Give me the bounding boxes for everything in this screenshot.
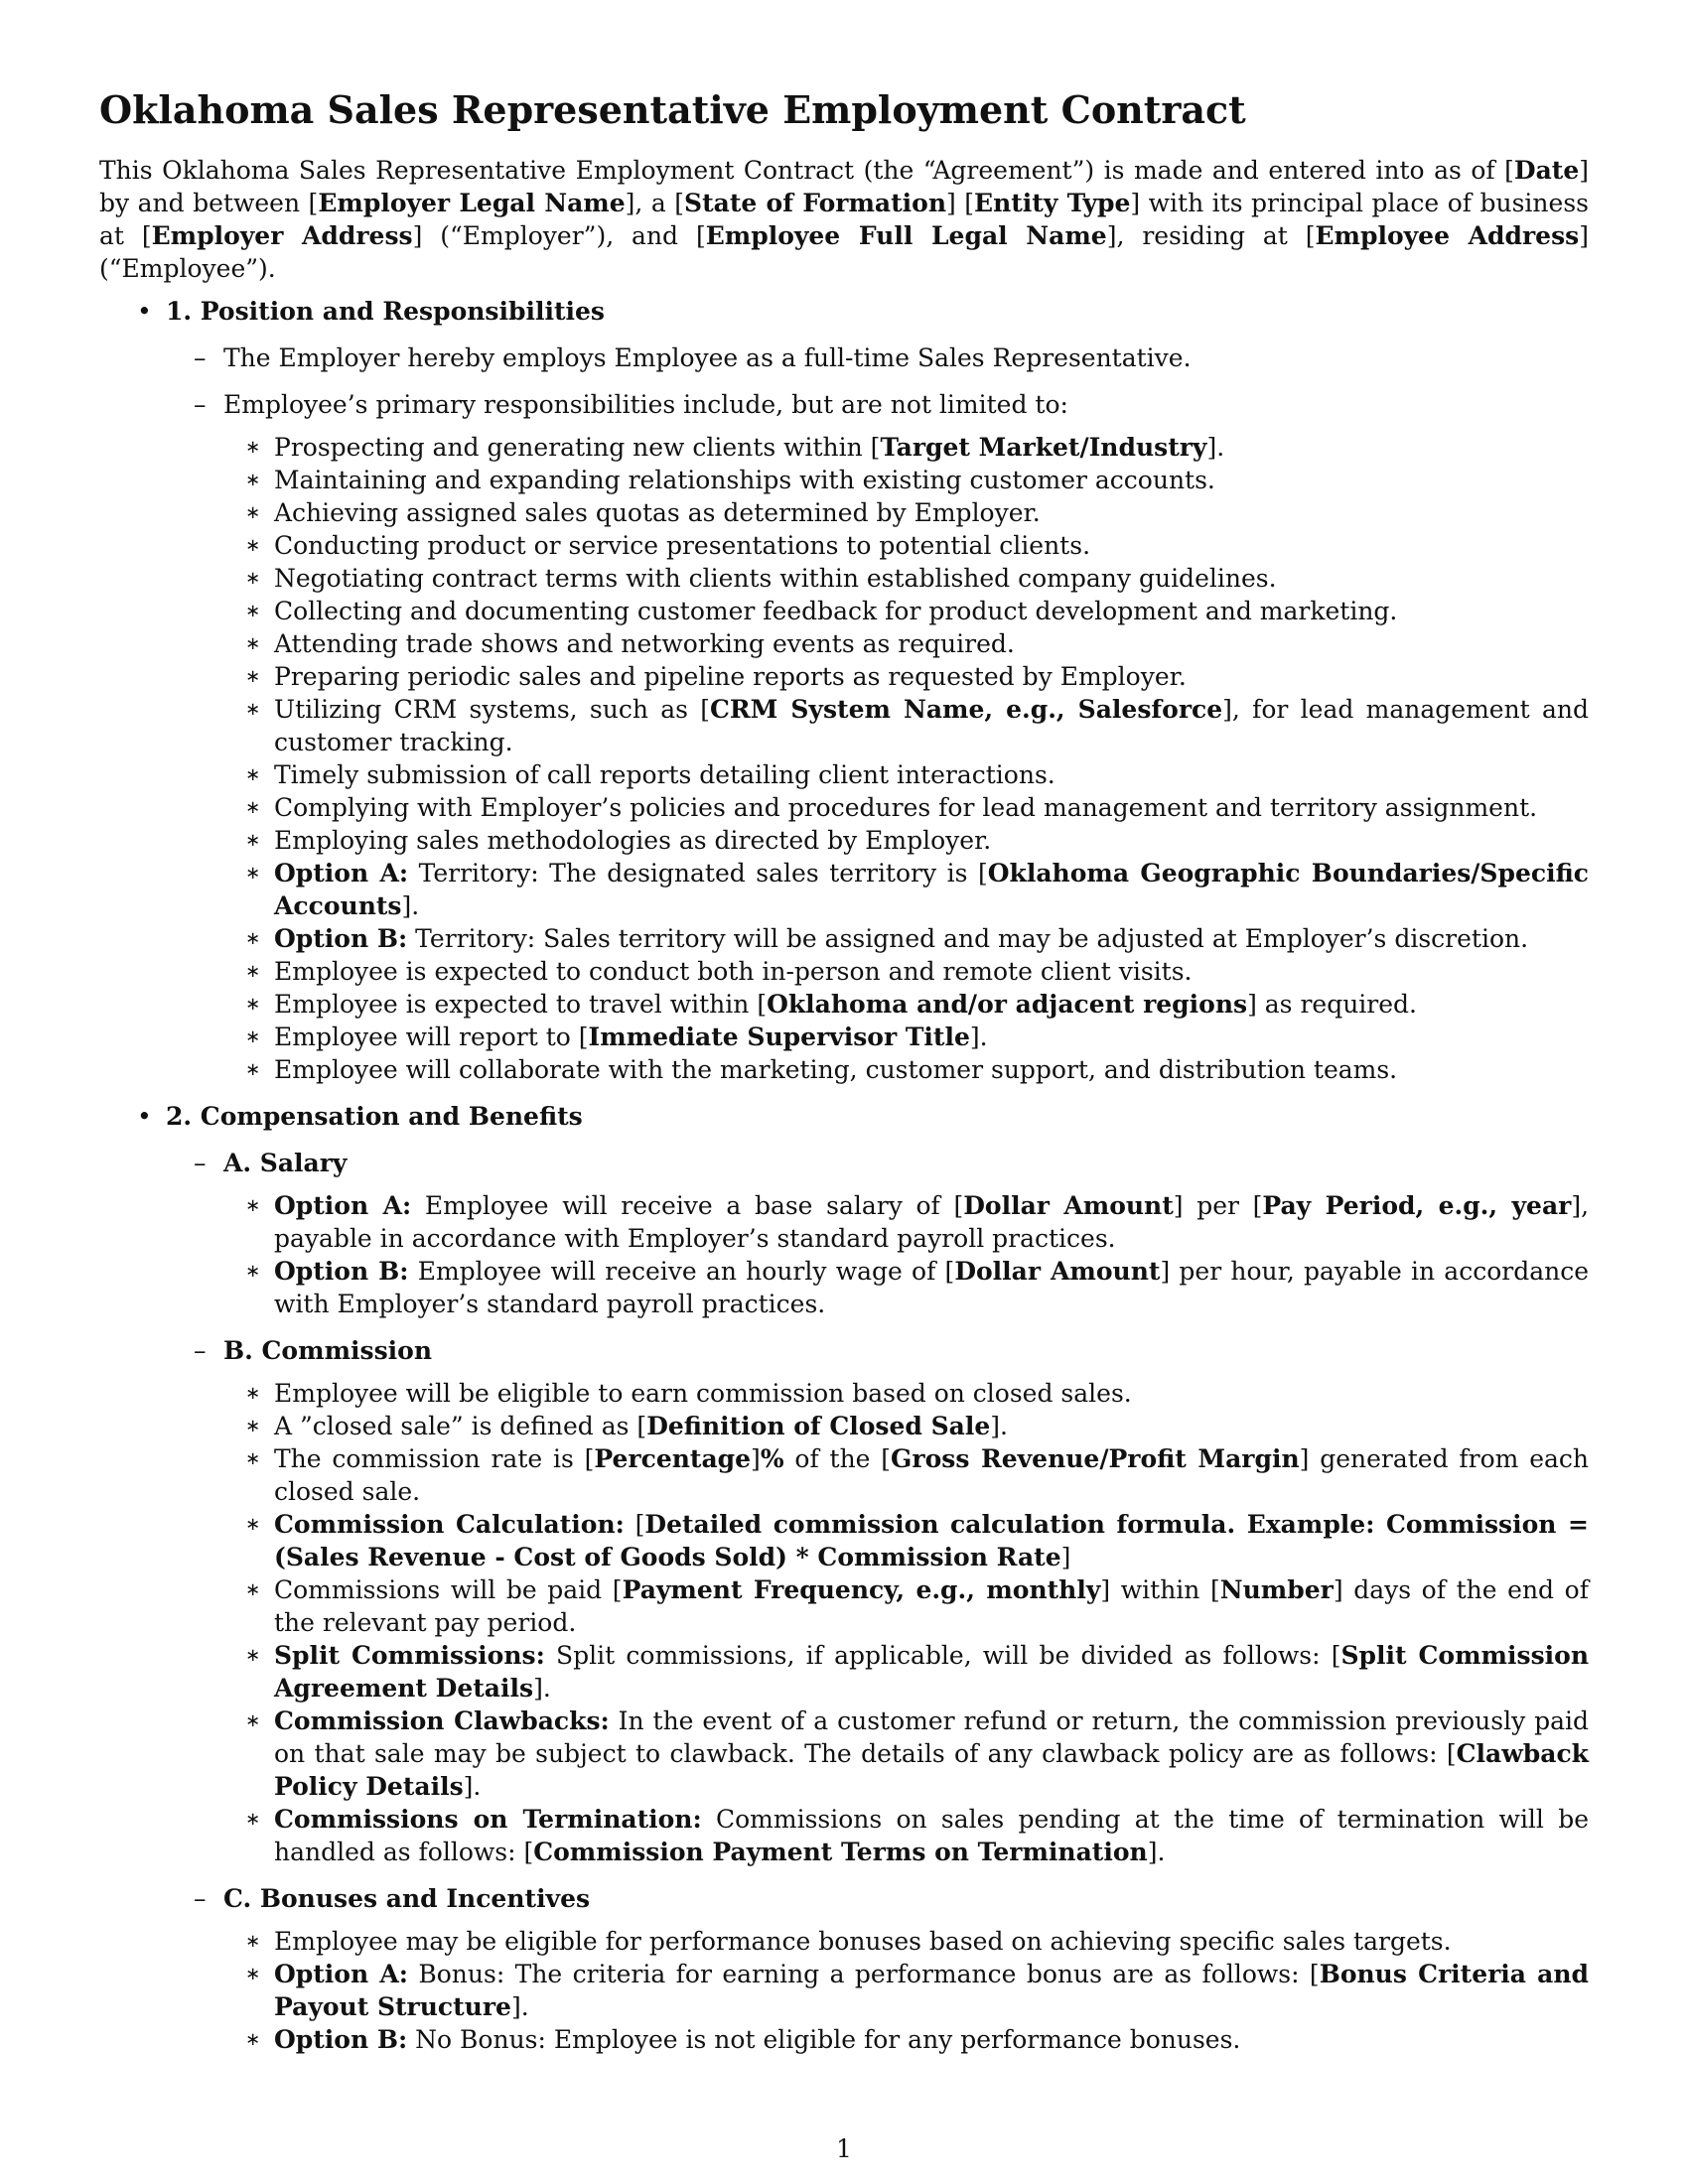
text-run: Employee will report to [ bbox=[274, 1023, 589, 1051]
text-run: [ bbox=[624, 1510, 645, 1539]
section-heading: 2. Compensation and Benefits bbox=[166, 1102, 583, 1131]
list-item bbox=[223, 2023, 1589, 2056]
asterisk-icon: ∗ bbox=[245, 994, 261, 1015]
section-list bbox=[99, 295, 1589, 2056]
asterisk-icon: ∗ bbox=[245, 1261, 261, 1282]
subsection-text bbox=[223, 341, 1589, 374]
text-run: Complying with Employer’s policies and procedures for lead management and territory assignment. bbox=[274, 793, 1538, 822]
text-run: Timely submission of call reports detailing client interactions. bbox=[274, 760, 1055, 789]
text-run: Territory: The designated sales territory is [ bbox=[408, 859, 988, 887]
text-run: ]. bbox=[401, 891, 420, 920]
asterisk-icon: ∗ bbox=[245, 1026, 261, 1047]
text-run: The commission rate is [ bbox=[274, 1444, 595, 1473]
text-run: Employee may be eligible for performance bonuses based on achieving specific sales targets. bbox=[274, 1927, 1452, 1956]
asterisk-icon: ∗ bbox=[245, 666, 261, 687]
list-item bbox=[223, 1639, 1589, 1705]
asterisk-icon: ∗ bbox=[245, 764, 261, 785]
asterisk-icon: ∗ bbox=[245, 437, 261, 458]
text-run: ] (“Employer”), and [ bbox=[412, 221, 706, 250]
list-item bbox=[223, 1925, 1589, 1958]
bold-text: Gross Revenue/Profit Margin bbox=[891, 1444, 1300, 1473]
list-item bbox=[223, 1189, 1589, 1255]
text-run: ]. bbox=[1147, 1838, 1166, 1866]
dash-icon: – bbox=[194, 1149, 207, 1177]
bold-text: B. Commission bbox=[223, 1336, 433, 1365]
text-run: Prospecting and generating new clients within [ bbox=[274, 433, 881, 462]
text-run: Commissions on sales pending at the time of termination will be handled as follows: [ bbox=[274, 1805, 1589, 1866]
list-item bbox=[223, 1410, 1589, 1442]
text-run: ], for lead management and customer tracking. bbox=[274, 695, 1590, 756]
bold-text: Dollar Amount bbox=[954, 1257, 1161, 1286]
bold-text: Option A: bbox=[274, 859, 409, 887]
bold-text: Detailed commission calculation formula. Example: Commission = (Sales Revenue - Cost of Goods Sold) * Commission Rate bbox=[274, 1510, 1589, 1571]
list-item bbox=[223, 791, 1589, 824]
text-run: This Oklahoma Sales Representative Employment Contract (the “Agreement”) is made and entered into as of [ bbox=[99, 156, 1514, 185]
bold-text: State of Formation bbox=[684, 189, 946, 217]
asterisk-icon: ∗ bbox=[245, 863, 261, 884]
bold-text: Oklahoma Geographic Boundaries/Specific Accounts bbox=[274, 859, 1589, 920]
list-item bbox=[223, 1021, 1589, 1053]
text-run: ]. bbox=[969, 1023, 988, 1051]
subsection bbox=[166, 341, 1589, 374]
asterisk-icon: ∗ bbox=[245, 1579, 261, 1600]
text-run: The Employer hereby employs Employee as a full-time Sales Representative. bbox=[223, 343, 1192, 372]
asterisk-icon: ∗ bbox=[245, 1964, 261, 1984]
bold-text: Oklahoma and/or adjacent regions bbox=[767, 990, 1248, 1019]
bold-text: Entity Type bbox=[974, 189, 1131, 217]
subsection-text bbox=[223, 388, 1589, 421]
text-run: ] generated from each closed sale. bbox=[274, 1444, 1589, 1506]
bold-text: % bbox=[760, 1444, 784, 1473]
asterisk-icon: ∗ bbox=[245, 1931, 261, 1952]
text-run: ] with its principal place of business at [ bbox=[99, 189, 1589, 250]
text-run: Collecting and documenting customer feedback for product development and marketing. bbox=[274, 597, 1398, 625]
list-item bbox=[223, 824, 1589, 857]
text-run: A ”closed sale” is defined as [ bbox=[274, 1412, 647, 1440]
text-run: ] bbox=[751, 1444, 761, 1473]
asterisk-icon: ∗ bbox=[245, 699, 261, 720]
text-run: ] within [ bbox=[1100, 1575, 1220, 1604]
bold-text: Date bbox=[1513, 156, 1580, 185]
text-run: ], payable in accordance with Employer’s standard payroll practices. bbox=[274, 1191, 1590, 1253]
text-run: ] per hour, payable in accordance with Employer’s standard payroll practices. bbox=[274, 1257, 1590, 1318]
list-item bbox=[223, 1442, 1589, 1508]
text-run: ] days of the end of the relevant pay period. bbox=[274, 1575, 1589, 1637]
text-run: In the event of a customer refund or return, the commission previously paid on that sale may be subject to clawback. The details of any clawback policy are as follows: [ bbox=[274, 1706, 1589, 1768]
text-run: ] by and between [ bbox=[99, 156, 1589, 217]
bold-text: Commission Payment Terms on Termination bbox=[533, 1838, 1148, 1866]
subsection bbox=[166, 1882, 1589, 2056]
dash-icon: – bbox=[194, 390, 207, 419]
list-item bbox=[223, 660, 1589, 693]
asterisk-icon: ∗ bbox=[245, 1416, 261, 1436]
text-run: of the [ bbox=[783, 1444, 892, 1473]
bold-text: Split Commissions: bbox=[274, 1641, 545, 1670]
asterisk-icon: ∗ bbox=[245, 1195, 261, 1216]
list-item bbox=[223, 1377, 1589, 1410]
subsection bbox=[166, 388, 1589, 1086]
asterisk-icon: ∗ bbox=[245, 1710, 261, 1731]
list-item bbox=[223, 1705, 1589, 1803]
list-item bbox=[223, 464, 1589, 496]
bold-text: Clawback Policy Details bbox=[274, 1739, 1589, 1801]
section bbox=[99, 295, 1589, 1086]
text-run: Preparing periodic sales and pipeline reports as requested by Employer. bbox=[274, 662, 1187, 691]
text-run: No Bonus: Employee is not eligible for any performance bonuses. bbox=[407, 2025, 1241, 2054]
text-run: ] per [ bbox=[1173, 1191, 1263, 1220]
asterisk-icon: ∗ bbox=[245, 1809, 261, 1830]
asterisk-icon: ∗ bbox=[245, 1645, 261, 1666]
bold-text: Employer Legal Name bbox=[318, 189, 626, 217]
bold-text: Employer Address bbox=[151, 221, 413, 250]
bold-text: Option A: bbox=[274, 1191, 412, 1220]
list-item bbox=[223, 431, 1589, 464]
bullet-icon: • bbox=[137, 1102, 152, 1131]
bold-text: Immediate Supervisor Title bbox=[588, 1023, 970, 1051]
subsection-text bbox=[223, 1882, 1589, 1915]
section-heading: 1. Position and Responsibilities bbox=[166, 297, 605, 326]
bold-text: Split Commission Agreement Details bbox=[274, 1641, 1589, 1703]
document-title: Oklahoma Sales Representative Employment Contract bbox=[99, 87, 1246, 132]
text-run: Employee will receive an hourly wage of [ bbox=[408, 1257, 955, 1286]
text-run: Employee is expected to travel within [ bbox=[274, 990, 768, 1019]
bold-text: Option B: bbox=[274, 2025, 408, 2054]
asterisk-icon: ∗ bbox=[245, 830, 261, 851]
item-list bbox=[223, 1925, 1589, 2056]
bold-text: Definition of Closed Sale bbox=[646, 1412, 991, 1440]
bold-text: A. Salary bbox=[223, 1149, 348, 1177]
list-item bbox=[223, 693, 1589, 758]
asterisk-icon: ∗ bbox=[245, 797, 261, 818]
text-run: ] as required. bbox=[1247, 990, 1418, 1019]
asterisk-icon: ∗ bbox=[245, 470, 261, 490]
text-run: Employee’s primary responsibilities include, but are not limited to: bbox=[223, 390, 1068, 419]
bold-text: Commission Calculation: bbox=[274, 1510, 625, 1539]
bold-text: Option B: bbox=[274, 924, 408, 953]
asterisk-icon: ∗ bbox=[245, 1059, 261, 1080]
list-item bbox=[223, 988, 1589, 1021]
list-item bbox=[223, 1255, 1589, 1320]
list-item bbox=[223, 758, 1589, 791]
list-item bbox=[223, 1803, 1589, 1868]
item-list bbox=[223, 431, 1589, 1086]
text-run: ]. bbox=[990, 1412, 1008, 1440]
list-item bbox=[223, 922, 1589, 955]
text-run: Split commissions, if applicable, will be divided as follows: [ bbox=[544, 1641, 1341, 1670]
asterisk-icon: ∗ bbox=[245, 535, 261, 556]
asterisk-icon: ∗ bbox=[245, 633, 261, 654]
bullet-icon: • bbox=[137, 297, 152, 326]
asterisk-icon: ∗ bbox=[245, 928, 261, 949]
text-run: Employee will be eligible to earn commission based on closed sales. bbox=[274, 1379, 1132, 1408]
list-item bbox=[223, 955, 1589, 988]
asterisk-icon: ∗ bbox=[245, 568, 261, 589]
text-run: ] (“Employee”). bbox=[99, 221, 1589, 283]
text-run: Achieving assigned sales quotas as determined by Employer. bbox=[274, 498, 1041, 527]
dash-icon: – bbox=[194, 1336, 207, 1365]
text-run: Utilizing CRM systems, such as [ bbox=[274, 695, 710, 724]
text-run: Employee will receive a base salary of [ bbox=[411, 1191, 964, 1220]
intro-paragraph bbox=[99, 154, 1589, 285]
bold-text: Option B: bbox=[274, 1257, 409, 1286]
list-item bbox=[223, 1958, 1589, 2023]
bold-text: CRM System Name, e.g., Salesforce bbox=[709, 695, 1223, 724]
bold-text: Option A: bbox=[274, 1960, 408, 1988]
asterisk-icon: ∗ bbox=[245, 1448, 261, 1469]
asterisk-icon: ∗ bbox=[245, 601, 261, 621]
asterisk-icon: ∗ bbox=[245, 502, 261, 523]
text-run: Employee is expected to conduct both in-person and remote client visits. bbox=[274, 957, 1193, 986]
text-run: ]. bbox=[463, 1772, 482, 1801]
asterisk-icon: ∗ bbox=[245, 2029, 261, 2050]
text-run: Territory: Sales territory will be assigned and may be adjusted at Employer’s discretion. bbox=[407, 924, 1529, 953]
bold-text: Dollar Amount bbox=[963, 1191, 1174, 1220]
bold-text: Number bbox=[1219, 1575, 1334, 1604]
text-run: ], residing at [ bbox=[1106, 221, 1316, 250]
bold-text: Commission Clawbacks: bbox=[274, 1706, 610, 1735]
bold-text: Pay Period, e.g., year bbox=[1262, 1191, 1572, 1220]
dash-icon: – bbox=[194, 1884, 207, 1913]
asterisk-icon: ∗ bbox=[245, 961, 261, 982]
text-run: Negotiating contract terms with clients within established company guidelines. bbox=[274, 564, 1277, 593]
asterisk-icon: ∗ bbox=[245, 1383, 261, 1404]
text-run: Bonus: The criteria for earning a performance bonus are as follows: [ bbox=[407, 1960, 1320, 1988]
subsection-text bbox=[223, 1147, 1589, 1179]
list-item bbox=[223, 595, 1589, 627]
text-run: Employee will collaborate with the marketing, customer support, and distribution teams. bbox=[274, 1055, 1398, 1084]
bold-text: Employee Address bbox=[1315, 221, 1580, 250]
list-item bbox=[223, 496, 1589, 529]
text-run: Attending trade shows and networking events as required. bbox=[274, 629, 1015, 658]
subsection bbox=[166, 1334, 1589, 1868]
section bbox=[99, 1100, 1589, 2056]
text-run: ] bbox=[1060, 1543, 1071, 1571]
bold-text: Payment Frequency, e.g., monthly bbox=[622, 1575, 1101, 1604]
text-run: ] [ bbox=[946, 189, 975, 217]
subsection-text bbox=[223, 1334, 1589, 1367]
bold-text: Target Market/Industry bbox=[880, 433, 1207, 462]
list-item bbox=[223, 562, 1589, 595]
asterisk-icon: ∗ bbox=[245, 1514, 261, 1535]
bold-text: C. Bonuses and Incentives bbox=[223, 1884, 591, 1913]
bold-text: Commissions on Termination: bbox=[274, 1805, 702, 1834]
text-run: Employing sales methodologies as directed by Employer. bbox=[274, 826, 992, 855]
list-item bbox=[223, 1573, 1589, 1639]
text-run: ]. bbox=[1206, 433, 1225, 462]
bold-text: Employee Full Legal Name bbox=[705, 221, 1107, 250]
item-list bbox=[223, 1189, 1589, 1320]
text-run: ]. bbox=[510, 1992, 529, 2021]
text-run: ], a [ bbox=[625, 189, 685, 217]
list-item bbox=[223, 1053, 1589, 1086]
text-run: ]. bbox=[533, 1674, 551, 1703]
list-item bbox=[223, 627, 1589, 660]
subsection bbox=[166, 1147, 1589, 1320]
page-number: 1 bbox=[836, 2134, 852, 2163]
list-item bbox=[223, 1508, 1589, 1573]
list-item bbox=[223, 857, 1589, 922]
bold-text: Percentage bbox=[594, 1444, 752, 1473]
text-run: Commissions will be paid [ bbox=[274, 1575, 623, 1604]
list-item bbox=[223, 529, 1589, 562]
bold-text: Bonus Criteria and Payout Structure bbox=[274, 1960, 1589, 2021]
text-run: Conducting product or service presentations to potential clients. bbox=[274, 531, 1091, 560]
item-list bbox=[223, 1377, 1589, 1868]
text-run: Maintaining and expanding relationships with existing customer accounts. bbox=[274, 466, 1215, 494]
document-page bbox=[99, 87, 1589, 2070]
dash-icon: – bbox=[194, 343, 207, 372]
